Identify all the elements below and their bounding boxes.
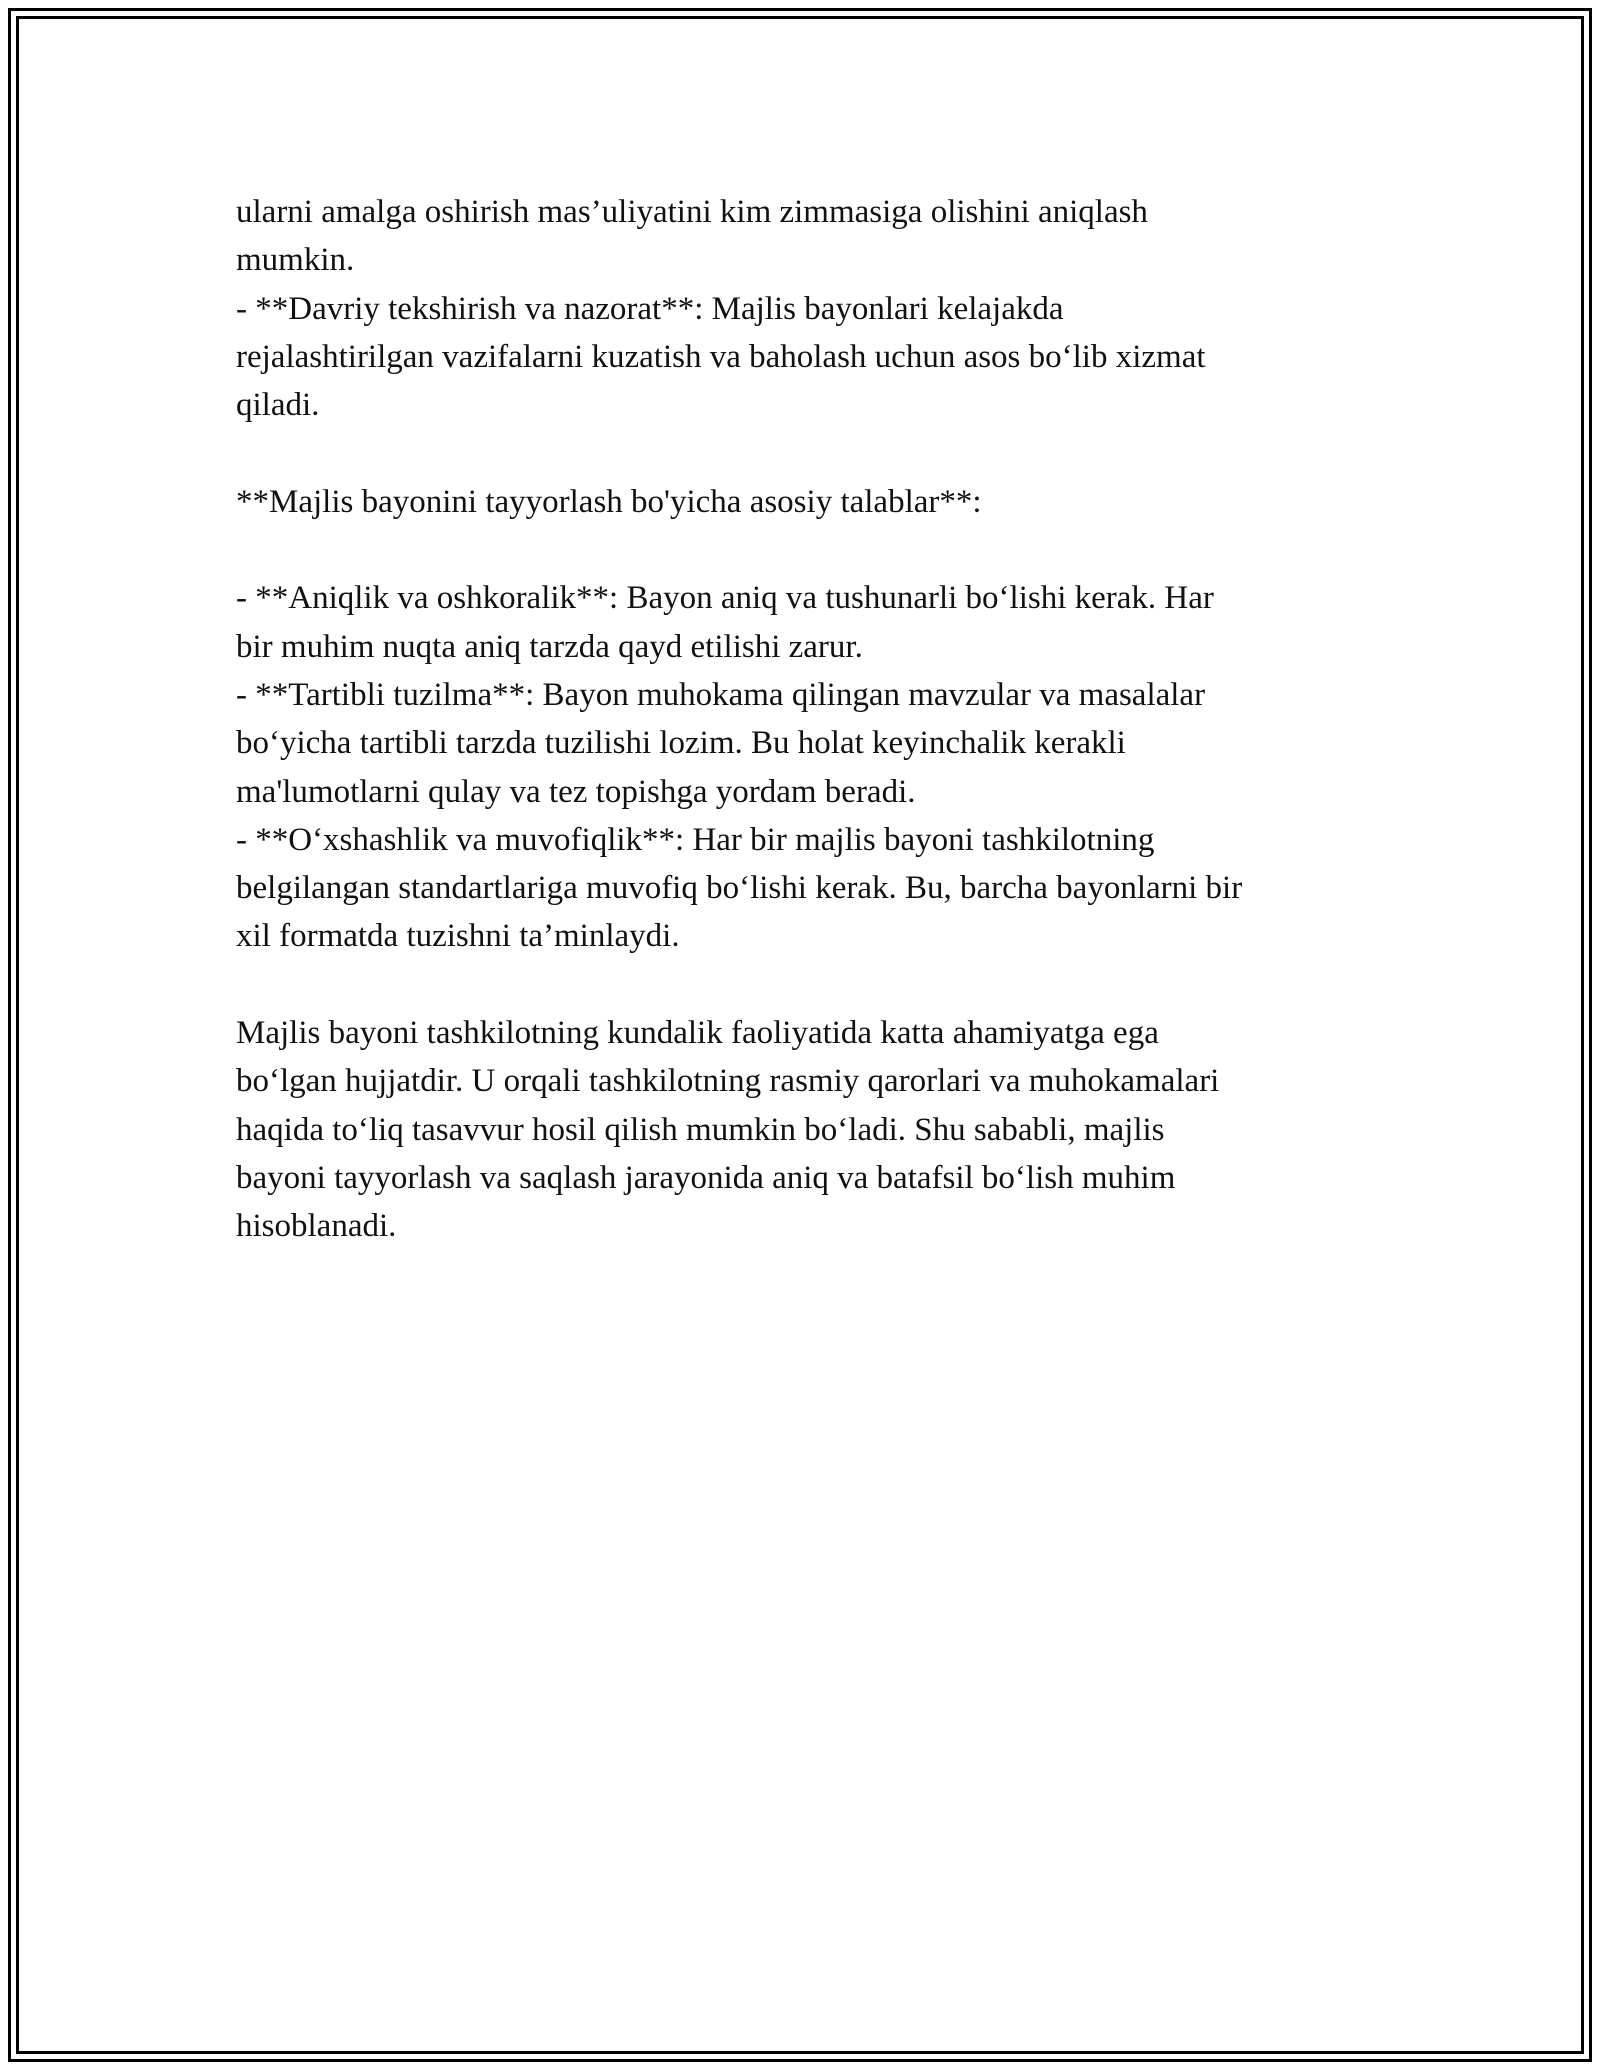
paragraph-line: hisoblanadi. — [236, 1208, 397, 1245]
blank-line — [236, 961, 1366, 1009]
text-line: rejalashtirilgan vazifalarni kuzatish va baholash uchun asos bo‘lib xizmat — [236, 338, 1206, 375]
text-line: bo‘yicha tartibli tarzda tuzilishi lozim. Bu holat keyinchalik kerakli — [236, 725, 1126, 762]
section-heading-line: **Majlis bayonini tayyorlash bo'yicha asosiy talablar**: — [236, 483, 982, 520]
text-line: mumkin. — [236, 242, 355, 279]
text-line: qiladi. — [236, 387, 320, 424]
blank-line — [236, 526, 1366, 574]
paragraph-line: bo‘lgan hujjatdir. U orqali tashkilotning rasmiy qarorlari va muhokamalari — [236, 1063, 1220, 1100]
text-line: ularni amalga oshirish mas’uliyatini kim zimmasiga olishini aniqlash — [236, 194, 1148, 230]
text-line: belgilangan standartlariga muvofiq bo‘lishi kerak. Bu, barcha bayonlarni bir — [236, 870, 1243, 907]
text-line: ma'lumotlarni qulay va tez topishga yordam beradi. — [236, 773, 916, 810]
list-item-line: - **Davriy tekshirish va nazorat**: Majlis bayonlari kelajakda — [236, 290, 1064, 327]
text-line: xil formatda tuzishni ta’minlaydi. — [236, 918, 680, 955]
list-item-line: - **O‘xshashlik va muvofiqlik**: Har bir majlis bayoni tashkilotning — [236, 821, 1155, 858]
text-line: bir muhim nuqta aniq tarzda qayd etilishi zarur. — [236, 628, 863, 665]
paragraph-line: haqida to‘liq tasavvur hosil qilish mumkin bo‘ladi. Shu sababli, majlis — [236, 1111, 1165, 1148]
list-item-line: - **Aniqlik va oshkoralik**: Bayon aniq va tushunarli bo‘lishi kerak. Har — [236, 580, 1214, 617]
paragraph-line: bayoni tayyorlash va saqlash jarayonida aniq va batafsil bo‘lish muhim — [236, 1159, 1176, 1196]
document-body — [236, 188, 1366, 1251]
paragraph-line: Majlis bayoni tashkilotning kundalik faoliyatida katta ahamiyatga ega — [236, 1015, 1159, 1052]
list-item-line: - **Tartibli tuzilma**: Bayon muhokama qilingan mavzular va masalalar — [236, 676, 1206, 713]
blank-line — [236, 429, 1366, 477]
